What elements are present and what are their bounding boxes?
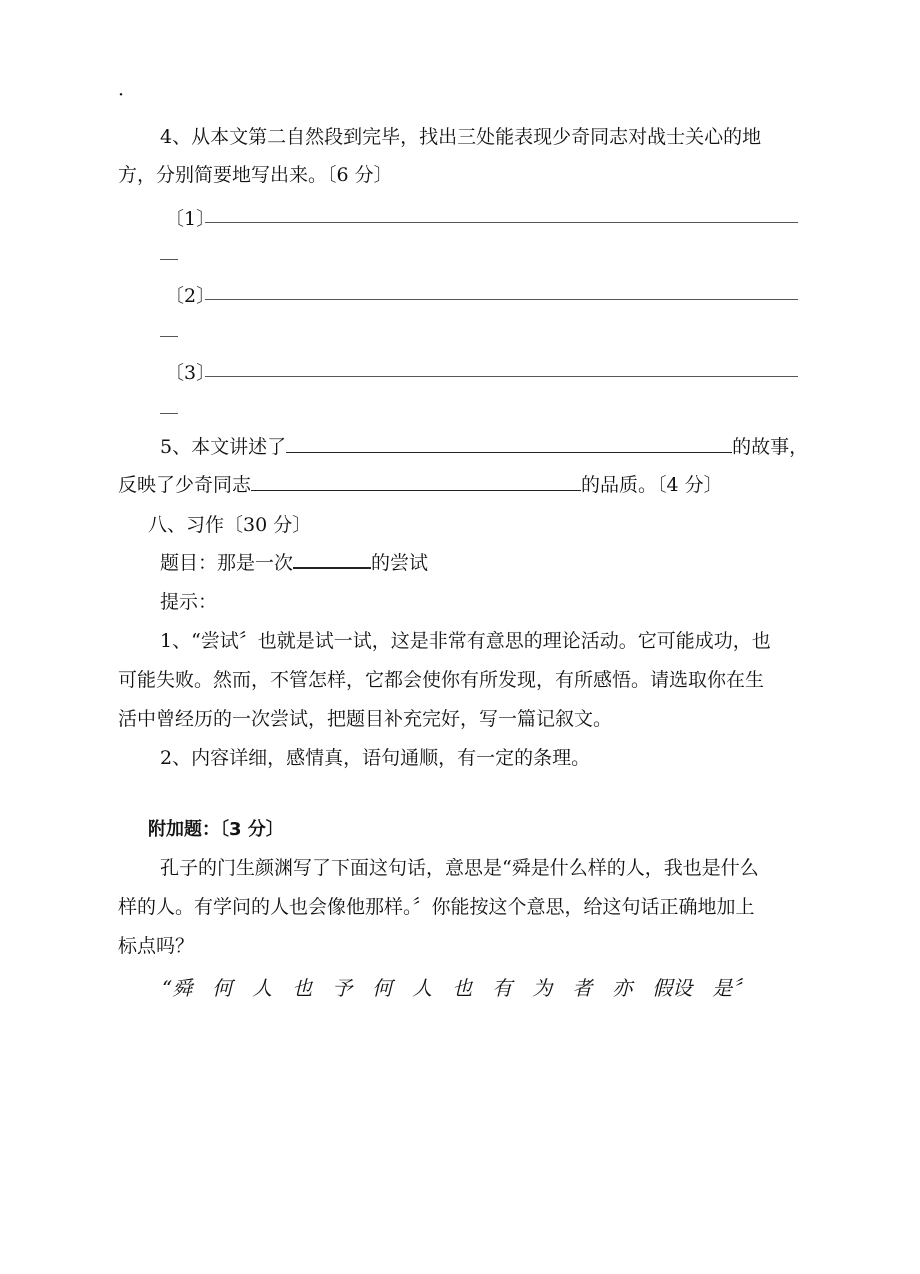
q4-line1: 4、从本文第二自然段到完毕，找出三处能表现少奇同志对战士关心的地 [160,126,762,148]
hint1-line1: 1、“尝试〞也就是试一试，这是非常有意思的理论活动。它可能成功，也 [160,630,771,652]
page-dot: · [118,84,125,106]
q5-blank-quality[interactable] [251,489,581,491]
quote-char: 何 [372,976,393,1000]
quote-char: 亦 [612,976,633,1000]
quote-char: 为 [532,976,553,1000]
quote-char: 人 [412,976,433,1000]
q4-answer1-label: 〔1〕 [165,208,216,230]
quote-char: 也 [292,976,313,1000]
q5-prefix: 5、本文讲述了 [160,436,287,458]
hint1-line3: 活中曾经历的一次尝试，把题目补充完好，写一篇记叙文。 [118,708,613,730]
q4-answer2-dash [160,336,178,337]
q4-answer3-label: 〔3〕 [165,362,216,384]
bonus-line2: 样的人。有学问的人也会像他那样。〞你能按这个意思，给这句话正确地加上 [118,896,755,918]
bonus-heading: 附加题：〔3 分〕 [148,819,284,840]
q4-answer1-line[interactable] [205,222,798,223]
quote-char: 予 [332,976,353,1000]
q4-answer2-label: 〔2〕 [165,285,216,307]
q5-line2 [118,470,723,497]
topic-prefix: 题目：那是一次 [160,552,294,574]
hint-label: 提示： [160,591,218,613]
quote-char: 有 [492,976,513,1000]
q4-answer3-line[interactable] [205,376,798,377]
quote-char: 假设 [652,976,693,1000]
q4-line2: 方，分别简要地写出来。〔6 分〕 [118,164,393,186]
q5-blank-story[interactable] [286,451,732,453]
classical-quote [162,972,772,1001]
quote-char: 是〞 [712,976,753,1000]
q5-line2-suffix: 的品质。〔4 分〕 [581,474,723,496]
q5-suffix: 的故事， [732,436,809,458]
bonus-line1: 孔子的门生颜渊写了下面这句话，意思是“舜是什么样的人，我也是什么 [160,857,759,879]
quote-char: 也 [452,976,473,1000]
q4-answer1-dash [160,259,178,260]
quote-char: 者 [572,976,593,1000]
q5-line2-prefix: 反映了少奇同志 [118,474,252,496]
q4-answer2-line[interactable] [205,299,798,300]
quote-char: 何 [212,976,233,1000]
q5-line1 [160,432,808,459]
topic-blank[interactable] [293,566,371,569]
bonus-line3: 标点吗？ [118,935,195,957]
q4-answer3-dash [160,413,178,414]
topic-suffix: 的尝试 [371,552,429,574]
quote-char: “舜 [162,976,193,1000]
section8-heading: 八、习作〔30 分〕 [148,514,312,536]
quote-char: 人 [252,976,273,1000]
hint1-line2: 可能失败。然而，不管怎样，它都会使你有所发现，有所感悟。请选取你在生 [118,669,765,691]
section8-topic [160,548,428,575]
hint2: 2、内容详细，感情真，语句通顺，有一定的条理。 [160,747,591,769]
